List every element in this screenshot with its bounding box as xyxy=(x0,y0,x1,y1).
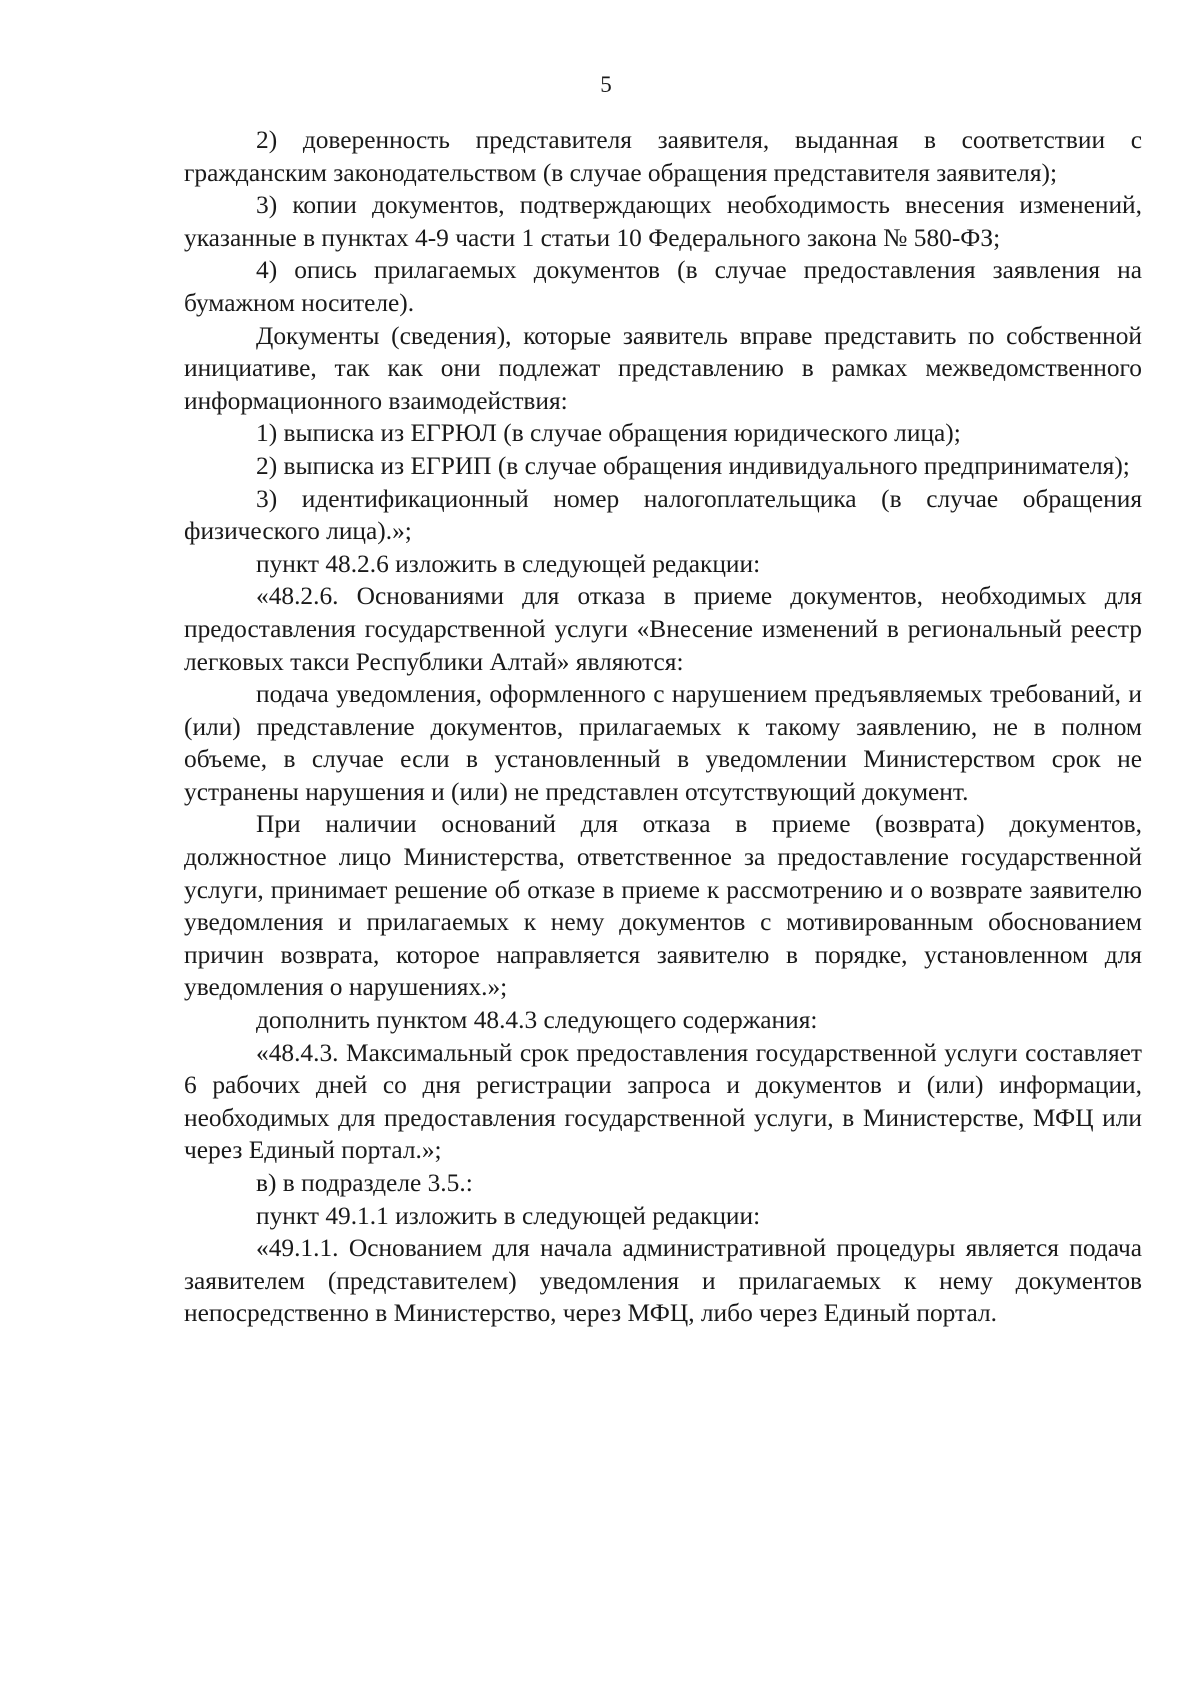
paragraph: При наличии оснований для отказа в приеме (возврата) документов, должностное лицо Министерства, ответственное за предоставление государственной услуги, принимает решение об отказе в приеме к рассмотрению и о возврате заявителю уведомления и прилагаемых к нему документов с мотивированным обоснованием причин возврата, которое направляется заявителю в порядке, установленном для уведомления о нарушениях.»; xyxy=(184,810,1142,1002)
paragraph: 3) копии документов, подтверждающих необходимость внесения изменений, указанные в пунктах 4-9 части 1 статьи 10 Федерального закона № 580-ФЗ; xyxy=(184,191,1142,252)
paragraph: Документы (сведения), которые заявитель вправе представить по собственной инициативе, так как они подлежат представлению в рамках межведомственного информационного взаимодействия: xyxy=(184,321,1142,415)
paragraph: 1) выписка из ЕГРЮЛ (в случае обращения юридического лица); xyxy=(256,419,961,448)
paragraph: 4) опись прилагаемых документов (в случае предоставления заявления на бумажном носителе). xyxy=(184,256,1142,317)
paragraph: «49.1.1. Основанием для начала административной процедуры является подача заявителем (представителем) уведомления и прилагаемых к нему документов непосредственно в Министерство, через МФЦ, либо через Единый портал. xyxy=(184,1234,1142,1328)
document-body xyxy=(184,124,1142,1330)
paragraph: 3) идентификационный номер налогоплательщика (в случае обращения физического лица).»; xyxy=(184,484,1142,546)
paragraph: в) в подразделе 3.5.: xyxy=(256,1169,473,1197)
paragraph: подача уведомления, оформленного с нарушением предъявляемых требований, и (или) представление документов, прилагаемых к такому заявлению, не в полном объеме, в случае если в установленный в уведомлении Министерством срок не устранены нарушения и (или) не представлен отсутствующий документ. xyxy=(184,680,1142,806)
paragraph: «48.4.3. Максимальный срок предоставления государственной услуги составляет 6 рабочих дней со дня регистрации запроса и документов и (или) информации, необходимых для предоставления государственной услуги, в Министерстве, МФЦ или через Единый портал.»; xyxy=(184,1038,1142,1165)
paragraph: дополнить пунктом 48.4.3 следующего содержания: xyxy=(256,1006,818,1035)
paragraph: пункт 49.1.1 изложить в следующей редакции: xyxy=(256,1201,761,1230)
paragraph: пункт 48.2.6 изложить в следующей редакции: xyxy=(256,549,761,578)
paragraph: 2) выписка из ЕГРИП (в случае обращения индивидуального предпринимателя); xyxy=(256,451,1130,480)
page-number: 5 xyxy=(600,72,612,97)
paragraph: 2) доверенность представителя заявителя, выданная в соответствии с гражданским законодательством (в случае обращения представителя заявителя); xyxy=(184,126,1142,187)
paragraph: «48.2.6. Основаниями для отказа в приеме документов, необходимых для предоставления государственной услуги «Внесение изменений в региональный реестр легковых такси Республики Алтай» являются: xyxy=(184,582,1142,676)
